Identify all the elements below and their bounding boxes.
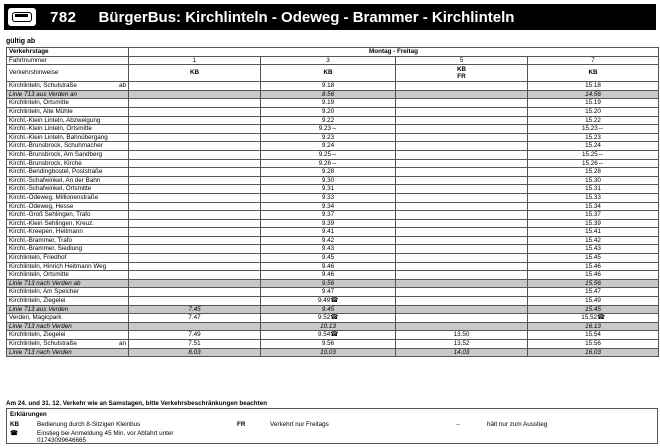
time-cell bbox=[396, 262, 528, 271]
holiday-note: Am 24. und 31. 12. Verkehr wie an Samstagen, bitte Verkehrsbeschränkungen beachten bbox=[6, 400, 268, 407]
table-row bbox=[7, 245, 659, 254]
stop-name: Kirchl.-Schafwinkel, Ortsmitte bbox=[7, 185, 129, 194]
time-cell: 15.24 bbox=[528, 142, 659, 151]
time-cell bbox=[129, 125, 261, 134]
table-row bbox=[7, 142, 659, 151]
time-cell: 13.50 bbox=[396, 331, 528, 340]
time-cell bbox=[129, 99, 261, 108]
time-cell bbox=[396, 125, 528, 134]
trip-hint: KB bbox=[129, 65, 261, 82]
legend-title: Erklärungen bbox=[10, 411, 47, 418]
legend-kb-text: Bedienung durch 8-Sitzigen Kleinbus bbox=[37, 421, 141, 428]
time-cell: 15.22 bbox=[528, 116, 659, 125]
stop-name: Kirchlinteln, Ziegelei bbox=[7, 331, 129, 340]
label-verkehrstage: Verkehrstage bbox=[7, 48, 129, 57]
time-cell bbox=[396, 176, 528, 185]
legend-box bbox=[6, 408, 658, 444]
time-cell: 7.45 bbox=[129, 305, 261, 314]
stop-name: Kirchl.-Klein Linteln, Bahnübergang bbox=[7, 133, 129, 142]
stop-name: Kirchl.-Klein Linteln, Ortsmitte bbox=[7, 125, 129, 134]
time-cell bbox=[129, 202, 261, 211]
table-row bbox=[7, 288, 659, 297]
time-cell: 9.39 bbox=[261, 219, 396, 228]
time-cell: 9.43 bbox=[261, 245, 396, 254]
time-cell: 15.46 bbox=[528, 262, 659, 271]
time-cell bbox=[396, 185, 528, 194]
time-cell: 9.28 bbox=[261, 168, 396, 177]
stop-name: Kirchl.-Schafwinkel, An der Bahn bbox=[7, 176, 129, 185]
table-row bbox=[7, 107, 659, 116]
time-cell: 15.56 bbox=[528, 279, 659, 288]
table-row bbox=[7, 254, 659, 263]
time-cell: 15.20 bbox=[528, 107, 659, 116]
time-cell bbox=[129, 211, 261, 220]
time-cell: 15.37 bbox=[528, 211, 659, 220]
table-row bbox=[7, 99, 659, 108]
label-verkehrshinweise: Verkehrshinweise bbox=[7, 65, 129, 82]
time-cell: 13.52 bbox=[396, 340, 528, 349]
time-cell: 9.18 bbox=[261, 82, 396, 91]
time-cell: 15.49 bbox=[528, 297, 659, 306]
time-cell: 15.54 bbox=[528, 331, 659, 340]
time-cell bbox=[396, 236, 528, 245]
time-cell bbox=[396, 254, 528, 263]
time-cell: 8.03 bbox=[129, 348, 261, 357]
time-cell bbox=[129, 150, 261, 159]
label-fahrtnummer: Fahrtnummer bbox=[7, 56, 129, 65]
time-cell: 9.46 bbox=[261, 262, 396, 271]
time-cell: 15.33 bbox=[528, 193, 659, 202]
table-row bbox=[7, 211, 659, 220]
stop-name: Kirchlinteln, Schulstraße ab bbox=[7, 82, 129, 91]
time-cell bbox=[396, 297, 528, 306]
time-cell bbox=[396, 219, 528, 228]
time-cell: 15.52☎ bbox=[528, 314, 659, 323]
time-cell bbox=[129, 142, 261, 151]
trip-hint: KB bbox=[261, 65, 396, 82]
time-cell bbox=[129, 176, 261, 185]
time-cell: 9.56 bbox=[261, 279, 396, 288]
phone-icon: ☎ bbox=[10, 430, 18, 437]
stop-name: Kirchl.-Klein Linteln, Abzweigung bbox=[7, 116, 129, 125]
time-cell bbox=[396, 150, 528, 159]
time-cell: 9.24 bbox=[261, 142, 396, 151]
stop-name: Kirchlinteln, Friedhof bbox=[7, 254, 129, 263]
time-cell bbox=[396, 228, 528, 237]
legend-exit-text: hält nur zum Ausstieg bbox=[487, 421, 548, 428]
time-cell: 7.47 bbox=[129, 314, 261, 323]
time-cell bbox=[129, 228, 261, 237]
table-row bbox=[7, 150, 659, 159]
time-cell bbox=[396, 133, 528, 142]
time-cell: 15.56 bbox=[528, 340, 659, 349]
stop-name: Kirchl.-Brammer, Siedlung bbox=[7, 245, 129, 254]
legend-phone-number: 01743099646665 bbox=[37, 437, 87, 444]
table-row bbox=[7, 297, 659, 306]
time-cell bbox=[129, 219, 261, 228]
table-row bbox=[7, 314, 659, 323]
time-cell: 9.37 bbox=[261, 211, 396, 220]
table-row bbox=[7, 331, 659, 340]
table-row bbox=[7, 236, 659, 245]
days-header: Montag - Freitag bbox=[129, 48, 659, 57]
time-cell bbox=[396, 99, 528, 108]
table-row bbox=[7, 116, 659, 125]
time-cell bbox=[129, 245, 261, 254]
trip-number: 7 bbox=[528, 56, 659, 65]
time-cell bbox=[129, 322, 261, 331]
trip-hint: KB FR bbox=[396, 65, 528, 82]
time-cell: 9.54☎ bbox=[261, 331, 396, 340]
table-row bbox=[7, 305, 659, 314]
timetable bbox=[6, 47, 659, 357]
table-row bbox=[7, 322, 659, 331]
time-cell bbox=[129, 168, 261, 177]
time-cell bbox=[396, 90, 528, 99]
stop-name: Kirchl.-Brunsbrock, Kirche bbox=[7, 159, 129, 168]
stop-name: Kirchl.-Kreepen, Heitmann bbox=[7, 228, 129, 237]
stop-name: Linie 713 nach Verden bbox=[7, 348, 129, 357]
table-row bbox=[7, 219, 659, 228]
trip-number: 3 bbox=[261, 56, 396, 65]
time-cell bbox=[396, 322, 528, 331]
stop-name: Kirchl.-Bendingbostel, Poststraße bbox=[7, 168, 129, 177]
time-cell: 15.47 bbox=[528, 288, 659, 297]
arr-dep-mark: an bbox=[118, 340, 126, 347]
time-cell bbox=[129, 193, 261, 202]
time-cell bbox=[396, 159, 528, 168]
bus-icon bbox=[8, 8, 36, 26]
time-cell bbox=[396, 211, 528, 220]
stop-name: Kirchl.-Klein Sehlingen, Kreuz. bbox=[7, 219, 129, 228]
table-row bbox=[7, 193, 659, 202]
time-cell bbox=[129, 288, 261, 297]
stop-name: Kirchl.-Brammer, Trafo bbox=[7, 236, 129, 245]
exit-only-icon: ⇔ bbox=[455, 421, 462, 428]
time-cell bbox=[129, 82, 261, 91]
time-cell: 9.34 bbox=[261, 202, 396, 211]
stop-name: Linie 713 aus Verden bbox=[7, 305, 129, 314]
stop-name: Kirchlinteln, Ortsmitte bbox=[7, 271, 129, 280]
time-cell: 15.23⇔ bbox=[528, 125, 659, 134]
stop-name: Kirchlinteln, Alte Mühle bbox=[7, 107, 129, 116]
stop-name: Kirchlinteln, Ziegelei bbox=[7, 297, 129, 306]
legend-fr-key: FR bbox=[237, 421, 246, 428]
time-cell: 15.41 bbox=[528, 228, 659, 237]
time-cell bbox=[396, 288, 528, 297]
time-cell bbox=[129, 254, 261, 263]
legend-fr-text: Verkehrt nur Freitags bbox=[270, 421, 329, 428]
time-cell: 16.13 bbox=[528, 322, 659, 331]
time-cell: 15.19 bbox=[528, 99, 659, 108]
time-cell: 9.20 bbox=[261, 107, 396, 116]
time-cell bbox=[396, 193, 528, 202]
table-row bbox=[7, 279, 659, 288]
time-cell bbox=[396, 271, 528, 280]
time-cell bbox=[396, 107, 528, 116]
time-cell bbox=[129, 185, 261, 194]
time-cell: 7.51 bbox=[129, 340, 261, 349]
time-cell: 9.46 bbox=[261, 271, 396, 280]
stop-name: Verden, Magicpark bbox=[7, 314, 129, 323]
table-row bbox=[7, 133, 659, 142]
route-title: BürgerBus: Kirchlinteln - Odeweg - Brammer - Kirchlinteln bbox=[98, 8, 515, 26]
table-row bbox=[7, 340, 659, 349]
stop-name: Kirchlinteln, Ortsmitte bbox=[7, 99, 129, 108]
time-cell bbox=[129, 262, 261, 271]
time-cell bbox=[396, 142, 528, 151]
time-cell: 15.43 bbox=[528, 245, 659, 254]
time-cell: 15.25⇔ bbox=[528, 150, 659, 159]
stop-name: Kirchlinteln, Am Speicher bbox=[7, 288, 129, 297]
time-cell: 9.56 bbox=[261, 340, 396, 349]
time-cell: 9.47 bbox=[261, 288, 396, 297]
time-cell: 15.34 bbox=[528, 202, 659, 211]
time-cell: 15.30 bbox=[528, 176, 659, 185]
time-cell bbox=[396, 279, 528, 288]
table-row bbox=[7, 90, 659, 99]
time-cell: 9.52☎ bbox=[261, 314, 396, 323]
time-cell: 15.23 bbox=[528, 133, 659, 142]
table-row bbox=[7, 262, 659, 271]
time-cell: 14.03 bbox=[396, 348, 528, 357]
time-cell: 15.28 bbox=[528, 168, 659, 177]
time-cell: 9.41 bbox=[261, 228, 396, 237]
time-cell bbox=[129, 279, 261, 288]
page-header bbox=[4, 4, 656, 30]
time-cell bbox=[396, 314, 528, 323]
table-row bbox=[7, 82, 659, 91]
time-cell bbox=[129, 107, 261, 116]
stop-name: Kirchlinteln, Schulstraße an bbox=[7, 340, 129, 349]
table-row bbox=[7, 202, 659, 211]
time-cell: 15.26⇔ bbox=[528, 159, 659, 168]
time-cell: 15.45 bbox=[528, 305, 659, 314]
time-cell: 9.22 bbox=[261, 116, 396, 125]
time-cell bbox=[396, 168, 528, 177]
legend-phone-text: Einstieg bei Anmeldung 45 Min. vor Abfahrt unter bbox=[37, 430, 174, 437]
table-row bbox=[7, 228, 659, 237]
time-cell: 8.56 bbox=[261, 90, 396, 99]
line-number: 782 bbox=[50, 8, 77, 26]
legend-kb-key: KB bbox=[10, 421, 20, 428]
time-cell: 9.23⇔ bbox=[261, 125, 396, 134]
time-cell: 10.13 bbox=[261, 322, 396, 331]
stop-name: Linie 713 nach Verden ab bbox=[7, 279, 129, 288]
stop-name: Kirchl.-Groß Sehlingen, Trafo bbox=[7, 211, 129, 220]
table-row bbox=[7, 159, 659, 168]
stop-name: Kirchl.-Odeweg, Millionenstraße bbox=[7, 193, 129, 202]
time-cell: 15.18 bbox=[528, 82, 659, 91]
time-cell: 9.30 bbox=[261, 176, 396, 185]
stop-name: Kirchl.-Odeweg, Hesse bbox=[7, 202, 129, 211]
table-row bbox=[7, 125, 659, 134]
time-cell: 9.42 bbox=[261, 236, 396, 245]
time-cell bbox=[129, 271, 261, 280]
time-cell bbox=[396, 305, 528, 314]
table-row bbox=[7, 168, 659, 177]
time-cell bbox=[396, 82, 528, 91]
trip-hint: KB bbox=[528, 65, 659, 82]
table-row bbox=[7, 185, 659, 194]
stop-name: Linie 713 aus Verden an bbox=[7, 90, 129, 99]
time-cell bbox=[396, 116, 528, 125]
time-cell bbox=[129, 116, 261, 125]
time-cell: 9.33 bbox=[261, 193, 396, 202]
stop-name: Linie 713 nach Verden bbox=[7, 322, 129, 331]
time-cell: 15.31 bbox=[528, 185, 659, 194]
time-cell bbox=[129, 90, 261, 99]
stop-name: Kirchlinteln, Hinrich Heitmann Weg bbox=[7, 262, 129, 271]
time-cell bbox=[129, 297, 261, 306]
table-row bbox=[7, 176, 659, 185]
time-cell: 9.26⇔ bbox=[261, 159, 396, 168]
time-cell bbox=[129, 236, 261, 245]
stop-name: Kirchl.-Brunsbrock, Am Sandberg bbox=[7, 150, 129, 159]
time-cell: 9.19 bbox=[261, 99, 396, 108]
trip-number: 5 bbox=[396, 56, 528, 65]
valid-from-label: gültig ab bbox=[6, 38, 36, 45]
time-cell: 15.42 bbox=[528, 236, 659, 245]
trip-number: 1 bbox=[129, 56, 261, 65]
time-cell: 15.39 bbox=[528, 219, 659, 228]
time-cell: 9.25⇔ bbox=[261, 150, 396, 159]
time-cell: 9.49☎ bbox=[261, 297, 396, 306]
time-cell: 15.46 bbox=[528, 271, 659, 280]
arr-dep-mark: ab bbox=[118, 82, 126, 90]
table-row bbox=[7, 348, 659, 357]
stop-name: Kirchl.-Brunsbrock, Schuhmacher bbox=[7, 142, 129, 151]
time-cell: 9.31 bbox=[261, 185, 396, 194]
time-cell bbox=[129, 159, 261, 168]
time-cell bbox=[396, 202, 528, 211]
time-cell: 16.03 bbox=[528, 348, 659, 357]
time-cell bbox=[396, 245, 528, 254]
table-row bbox=[7, 271, 659, 280]
time-cell: 14.56 bbox=[528, 90, 659, 99]
time-cell: 9.23 bbox=[261, 133, 396, 142]
time-cell: 10.03 bbox=[261, 348, 396, 357]
time-cell: 9.45 bbox=[261, 305, 396, 314]
time-cell: 15.45 bbox=[528, 254, 659, 263]
time-cell: 9.45 bbox=[261, 254, 396, 263]
time-cell bbox=[129, 133, 261, 142]
time-cell: 7.49 bbox=[129, 331, 261, 340]
